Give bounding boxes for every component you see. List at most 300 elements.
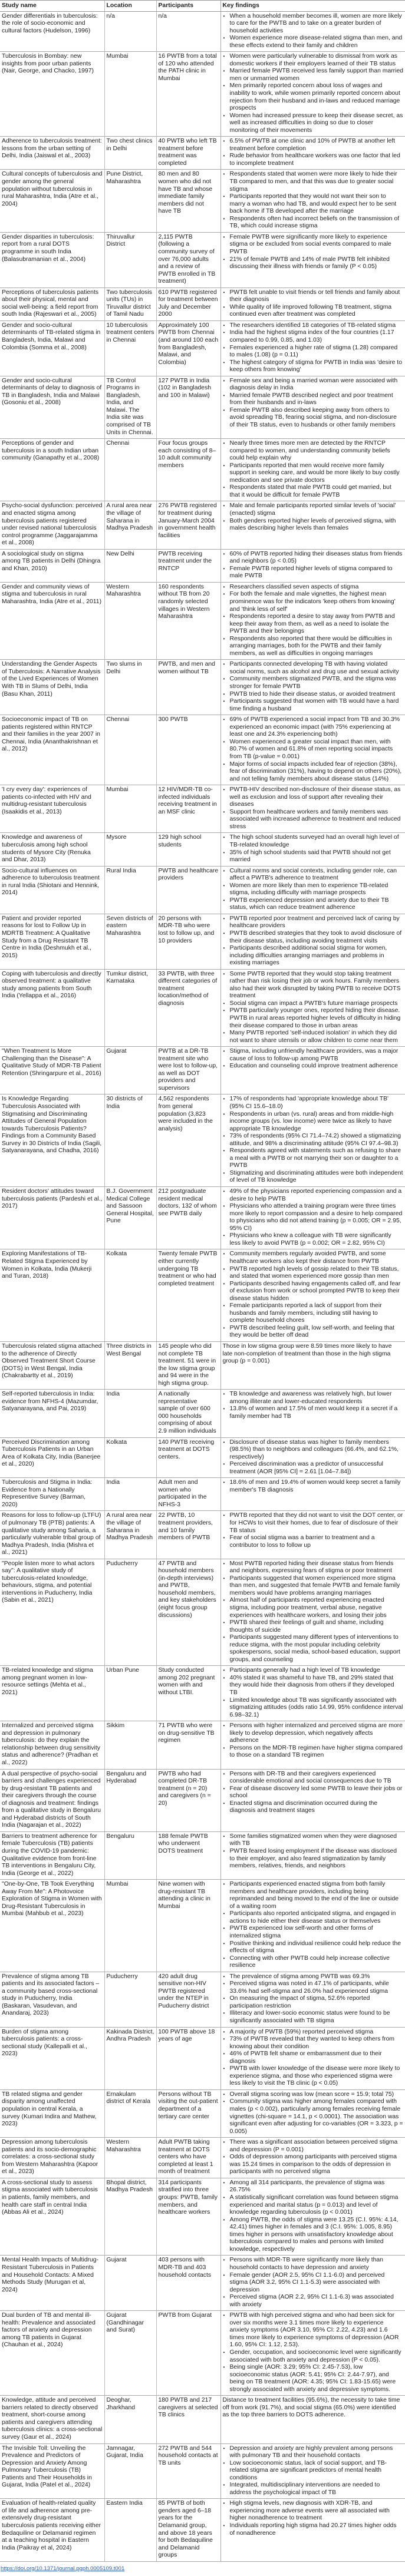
findings-list <box>223 915 404 967</box>
findings-list <box>223 661 404 713</box>
finding-item: • Almost half of participants reported experiencing enacted stigma, including poor treatment, verbal abuse, negative experiences with healthcare workers, and losing their jobs <box>223 1597 404 1619</box>
table-row <box>0 1187 405 1249</box>
header-study-name: Study name <box>0 1 104 12</box>
key-findings-cell <box>220 914 405 969</box>
study-name-cell: Understanding the Gender Aspects of Tuberculosis: A Narrative Analysis of the Lived Experiences of Women With TB in Slums of Delhi, India (Basu Khan, 2011) <box>0 660 104 715</box>
table-row <box>0 501 405 549</box>
key-findings-cell <box>220 137 405 170</box>
study-name-cell: TB related stigma and gender disparity among unaffected population in central Kerala, a survey (Kumari Indira and Mathew, 2023) <box>0 2089 104 2137</box>
location-cell: Kolkata <box>104 1249 156 1342</box>
study-name-cell: Coping with tuberculosis and directly observed treatment: a qualitative study among patients from South India (Yellappa et al., 2016) <box>0 969 104 1046</box>
finding-item: • Community members stigmatized PWTB, and the stigma was stronger for female PWTB <box>223 676 404 690</box>
participants-cell: 272 PWTB and 544 household contacts at TB units <box>156 2443 220 2499</box>
findings-list <box>223 1667 404 1719</box>
finding-item: • Rude behavior from healthcare workers was one factor that led to incomplete treatment <box>223 153 404 167</box>
finding-item: • 35% of high school students said that PWTB should not get married <box>223 849 404 864</box>
key-findings-cell <box>220 1047 405 1094</box>
finding-item: • Limited knowledge about TB was significantly associated with stigmatizing attitudes (odds ratio 14.99, 95% confidence interval 6.98–32.1) <box>223 1697 404 1719</box>
finding-item: • Stigma, including unfriendly healthcare providers, was a major cause of loss to follow-up among PWTB <box>223 1048 404 1063</box>
study-name-cell: Gender differentials in tuberculosis: the role of socio-economic and cultural factors (Hudelson, 1996) <box>0 11 104 52</box>
findings-list <box>223 234 404 271</box>
finding-item: • Persons on the MDR-TB regimen have higher stigma compared to those on a standard TB regimen <box>223 1745 404 1760</box>
table-row <box>0 833 405 866</box>
findings-list <box>223 2091 404 2135</box>
study-name-cell: Perceptions of gender and tuberculosis in a south Indian urban community (Ganapathy et al., 2008) <box>0 439 104 501</box>
participants-cell: 80 men and 80 women who did not have TB and whose immediate family members did not have TB <box>156 170 220 232</box>
study-name-cell: Knowledge and awareness of tuberculosis among high school students of Mysore City (Renuka and Dhar, 2013) <box>0 833 104 866</box>
finding-item: • Most PWTB reported hiding their disease status from friends and neighbors, expressing fears of stigma or poor treatment <box>223 1560 404 1575</box>
participants-cell: 127 PWTB in India (102 in Bangladesh and 100 in Malawi) <box>156 376 220 438</box>
findings-list <box>223 1188 404 1247</box>
finding-item: • 69% of PWTB experienced a social impact from TB and 30.3% experienced an economic impact (with 75% experiencing at least one and 24.3% experiencing both) <box>223 716 404 739</box>
study-name-cell: Burden of stigma among tuberculosis patients: a cross-sectional study (Kallepalli et al., 2023) <box>0 2027 104 2089</box>
key-findings-cell <box>220 660 405 715</box>
finding-item: • Married female PWTB received less family support than married men or unmarried women <box>223 68 404 82</box>
findings-list <box>223 1973 404 2025</box>
location-cell: Rural India <box>104 866 156 914</box>
study-name-cell: A sociological study on stigma among TB patients in Delhi (Dhingra and Khan, 2010) <box>0 549 104 582</box>
key-findings-cell <box>220 11 405 52</box>
key-findings-cell <box>220 2089 405 2137</box>
finding-item: • While quality of life improved following TB treatment, stigma continued even after treatment was completed <box>223 304 404 319</box>
table-row <box>0 2443 405 2499</box>
participants-cell: Twenty female PWTB either currently undergoing TB treatment or who had completed treatment <box>156 1249 220 1342</box>
finding-item: • Many PWTB reported 'self-induced isolation' in which they did not want to share utensils or allow children to come near them <box>223 1030 404 1044</box>
table-row <box>0 2499 405 2561</box>
finding-item: • PWTB felt unable to visit friends or tell friends and family about their diagnosis <box>223 289 404 304</box>
key-findings-cell <box>220 1972 405 2027</box>
table-header-row <box>0 1 405 12</box>
key-findings-cell <box>220 1831 405 1879</box>
table-row <box>0 969 405 1046</box>
participants-cell: Persons without TB visiting the out-patient department of a tertiary care center <box>156 2089 220 2137</box>
study-name-cell: A cross-sectional study to assess stigma associated with tuberculosis in patients, family members, and health care staff in central India (Abbas Ali et al., 2024) <box>0 2178 104 2255</box>
finding-item: • Some PWTB reported that they would stop taking treatment rather than risk losing their job or work hours. Family members also had their work disrupted by taking PWTB to receive DOTS treatment <box>223 971 404 1000</box>
key-findings-cell <box>220 52 405 137</box>
location-cell: Tumkur district, Karnataka <box>104 969 156 1046</box>
key-findings-cell <box>220 969 405 1046</box>
finding-item: • Perceived stigma (AOR 2.2, 95% CI 1.1-6.3) was associated with anxiety <box>223 2294 404 2309</box>
finding-item: • Participants suggested that women experienced more stigma than men, and suggested that female PWTB and female family members would have problems arranging marriages <box>223 1575 404 1598</box>
finding-item: • The prevalence of stigma among PWTB was 69.3% <box>223 1973 404 1981</box>
location-cell: B.J. Government Medical College and Sassoon General Hospital, Pune <box>104 1187 156 1249</box>
participants-cell: 85 PWTB of both genders aged 6–18 years for the Delamanid group, and above 18 years for both Bedaquiline and Delamanid groups <box>156 2499 220 2561</box>
findings-list <box>223 2500 404 2537</box>
location-cell: Bhopal district, Madhya Pradesh <box>104 2178 156 2255</box>
key-findings-cell <box>220 1094 405 1187</box>
location-cell: Urban Pune <box>104 1666 156 1721</box>
location-cell: Mumbai <box>104 52 156 137</box>
finding-item: • Females experienced a higher rate of stigma (1.28) compared to males (1.08) (p = 0.11) <box>223 345 404 359</box>
finding-item: • Overall stigma scoring was low (mean score = 15.9; total 75) <box>223 2091 404 2099</box>
findings-list <box>223 1048 404 1070</box>
finding-item: • PWTB reported poor treatment and perceived lack of caring by healthcare providers <box>223 915 404 930</box>
participants-cell: 276 PWTB registered for treatment during January-March 2004 in government health facilities <box>156 501 220 549</box>
key-findings-cell <box>220 715 405 785</box>
key-findings-cell <box>220 1880 405 1972</box>
participants-cell: PWTB from Gujarat <box>156 2311 220 2396</box>
finding-item: • PWTB particularly younger ones, reported hiding their disease. PWTB in rural areas reported higher levels of difficulty in hiding their disease compared to those in urban areas <box>223 1007 404 1030</box>
table-row <box>0 439 405 501</box>
finding-item: • Participants experienced enacted stigma from both family members and healthcare providers, including being reprimanded and being moved to the end of the line or outside of a waiting room <box>223 1881 404 1910</box>
findings-list <box>223 1833 404 1870</box>
finding-item: • Married female PWTB described neglect and poor treatment from their husbands and in-laws <box>223 392 404 407</box>
findings-list <box>223 13 404 50</box>
key-findings-cell <box>220 833 405 866</box>
findings-list <box>223 2312 404 2393</box>
participants-cell: A nationally representative sample of over 600 000 households comprising of about 2.9 million individuals <box>156 1390 220 1437</box>
findings-list <box>223 171 404 230</box>
finding-item: • Respondents often had incorrect beliefs on the transmission of TB, which could increase stigma <box>223 216 404 230</box>
participants-cell: 420 adult drug sensitive non-HIV PWTB registered under the NTEP in Puducherry district <box>156 1972 220 2027</box>
finding-item: • Participants described additional social stigma for women, including difficulties arranging marriages and problems in existing marriages <box>223 945 404 967</box>
finding-item: • Female gender (AOR 2.5, 95% CI 1.1-6.0) and perceived stigma (AOR 3.2, 95% CI 1.1-5.3) were associated with depression <box>223 2272 404 2294</box>
study-name-cell: Psycho-social dysfunction: perceived and enacted stigma among tuberculosis patients registered under revised national tuberculosis control programme (Jaggarajamma et al., 2008) <box>0 501 104 549</box>
location-cell: Pune District, Maharashtra <box>104 170 156 232</box>
participants-cell: Adult PWTB taking treatment at DOTS centers who have completed at least 1 month of treatment <box>156 2138 220 2178</box>
finding-item: • A statistically significant correlation was found between stigma experienced and marital status (p = 0.013) and level of knowledge regarding tuberculosis (p < 0.001) <box>223 2194 404 2217</box>
finding-item: • Cultural norms and social contexts, including gender role, can affect a PWTB's adherence to treatment <box>223 868 404 882</box>
finding-item: • Disclosure of disease status was higher to family members (98.5%) than to neighbors and colleagues (66.4%, and 62.1%, respectively) <box>223 1439 404 1461</box>
finding-item: • Among PWTB, the odds of stigma were 13.25 (C.I. 95%: 4.14, 42.41) times higher in females and 3 (C.I. 95%: 1.005, 8.95) times higher in persons with unsatisfactory knowledge about tuberculosis compared to males and persons with limited knowledge, respectively <box>223 2217 404 2254</box>
table-row <box>0 137 405 170</box>
finding-item: • Low socioeconomic status, lack of social support, and TB-related stigma are significant predictors of mental health conditions <box>223 2460 404 2482</box>
finding-item: • Female participants reported a lack of support from their husbands and family members, including still having to complete household chores <box>223 1302 404 1325</box>
study-name-cell: The Invisible Toll: Unveiling the Prevalence and Predictors of Depression and Anxiety Among Pulmonary Tuberculosis (TB) Patients and Their Households in Gujarat, India (Patel et al., 2024) <box>0 2443 104 2499</box>
finding-item: • Women were particularly vulnerable to dismissal from work as domestic workers if their employers learned of their TB status <box>223 53 404 68</box>
findings-list <box>223 2397 404 2419</box>
location-cell: Mumbai <box>104 1880 156 1972</box>
finding-item: • 73% of respondents (95% CI 71.4–74.2) showed a stigmatizing attitude, and 98% a discriminating attitude (95% CI 97.4–98.3) <box>223 1133 404 1148</box>
study-name-cell: Gender disparities in tuberculosis: report from a rural DOTS programme in south India (Balasubramanian et al., 2004) <box>0 232 104 287</box>
finding-item: • Persons with DR-TB and their caregivers experienced considerable emotional and social consequences due to TB <box>223 1771 404 1785</box>
study-name-cell: Perceived Discrimination among Tuberculosis Patients in an Urban Area of Kolkata City, India (Banerjee et al., 2020) <box>0 1437 104 1478</box>
finding-item: • Positive thinking and individual resilience could help reduce the effects of stigma <box>223 1940 404 1955</box>
header-participants: Participants <box>156 1 220 12</box>
finding-item: • Respondents stated that women were more likely to hide their TB compared to men, and that this was due to greater social stigma <box>223 171 404 193</box>
key-findings-cell <box>220 582 405 659</box>
key-findings-cell <box>220 2311 405 2396</box>
location-cell: Gujarat (Gandhinagar and Surat) <box>104 2311 156 2396</box>
finding-item: • Odds of depression among participants with perceived stigma was 15.24 times in comparison to the odds of depression in participants with no perceived stigma <box>223 2154 404 2176</box>
table-row <box>0 1769 405 1831</box>
table-row <box>0 1094 405 1187</box>
finding-item: • PWTB with lower knowledge of the disease were more likely to experience stigma, and those who experienced stigma were less likely to visit the TB clinic (p < 0.05) <box>223 2065 404 2088</box>
finding-item: • Fear of disease discovery led some PWTB to leave their jobs or school <box>223 1785 404 1800</box>
key-findings-cell <box>220 320 405 376</box>
study-name-cell: Adherence to tuberculosis treatment: lessons from the urban setting of Delhi, India (Jaiswal et al., 2003) <box>0 137 104 170</box>
key-findings-cell <box>220 2138 405 2178</box>
location-cell: Two chest clinics in Delhi <box>104 137 156 170</box>
finding-item: • PWTB reported that they did not want to visit the DOT center, or for HCWs to visit their homes, due to fear of disclosure of their TB status <box>223 1512 404 1535</box>
key-findings-cell <box>220 1559 405 1666</box>
key-findings-cell <box>220 1511 405 1559</box>
participants-cell: 40 PWTB who left TB treatment before treatment was completed <box>156 137 220 170</box>
findings-list <box>223 2257 404 2309</box>
study-name-cell: Tuberculosis in Bombay: new insights from poor urban patients (Nair, George, and Chacko, 1997) <box>0 52 104 137</box>
key-findings-cell <box>220 232 405 287</box>
table-row <box>0 1390 405 1437</box>
participants-cell: 140 PWTB receiving treatment at DOTS centers. <box>156 1437 220 1478</box>
table-row <box>0 52 405 137</box>
table-row <box>0 2396 405 2443</box>
findings-list <box>223 1343 404 1365</box>
table-row <box>0 320 405 376</box>
table-row <box>0 1047 405 1094</box>
study-name-cell: Self-reported tuberculosis in India: evidence from NFHS-4 (Mazumdar, Satyanarayana, and Pai, 2019) <box>0 1390 104 1437</box>
table-row <box>0 1341 405 1389</box>
finding-item: • Social stigma can impact a PWTB's future marriage prospects <box>223 1000 404 1008</box>
study-name-cell: Socio-cultural influences on adherence to tuberculosis treatment in rural India (Shiotani and Hennink, 2014) <box>0 866 104 914</box>
finding-item: • PWTB described feeling guilt, low self-worth, and feeling that they would be better off dead <box>223 1325 404 1340</box>
participants-cell: PWTB at a DR-TB treatment site who were lost to follow-up, as well as DOT providers and supervisors <box>156 1047 220 1094</box>
location-cell: Bengaluru <box>104 1831 156 1879</box>
finding-item: • PWTB-HIV described non-disclosure of their disease status, as well as exclusion and loss of support after revealing their diseases <box>223 786 404 809</box>
finding-item: • Education and counseling could improve treatment adherence <box>223 1063 404 1070</box>
participants-cell: 300 PWTB <box>156 715 220 785</box>
location-cell: Bengaluru and Hyderabad <box>104 1769 156 1831</box>
finding-item: • Being single (AOR: 3.29; 95% CI: 2.45-7.53), low socioeconomic status (AOR: 5.41; 95% CI: 2.44-7.97), and being on TB treatment (AOR: 4.35; 95% CI: 1.83-15.65) were strongly associated with anxiety and depressive symptoms. <box>223 2364 404 2393</box>
participants-cell: Study conducted among 202 pregnant women with and without LTBI. <box>156 1666 220 1721</box>
study-name-cell: Exploring Manifestations of TB-Related Stigma Experienced by Women in Kolkata, India (Mukerji and Turan, 2018) <box>0 1249 104 1342</box>
participants-cell: Adult men and women who participated in the NFHS-3 <box>156 1478 220 1511</box>
finding-item: • Illiteracy and lower-socio economic status were found to be significantly associated with TB stigma <box>223 2010 404 2025</box>
finding-item: • Men primarily reported concern about loss of wages and inability to work, while women primarily reported concern about rejection from their husband and in-laws and reduced marriage prospects <box>223 82 404 112</box>
finding-item: • Participants reported that they would not want their son to marry a woman who had TB, and would expect her to be sent back home if TB developed after the marriage <box>223 193 404 216</box>
findings-list <box>223 786 404 831</box>
finding-item: • Persons with MDR-TB were significantly more likely than household contacts to have depression and anxiety <box>223 2257 404 2271</box>
findings-list <box>223 971 404 1044</box>
participants-cell: 2,115 PWTB (following a community survey of over 76,000 adults and a review of PWTB enrolled in TB treatment) <box>156 232 220 287</box>
study-name-cell: Internalized and perceived stigma and depression in pulmonary tuberculosis: do they explain the relationship between drug sensitivity status and adherence? (Pradhan et al., 2022) <box>0 1721 104 1769</box>
participants-cell: 188 female PWTB who underwent DOTS treatment <box>156 1831 220 1879</box>
findings-list <box>223 1881 404 1970</box>
findings-list <box>223 584 404 657</box>
finding-item: • PWTB experienced depression and anxiety due to their TB status, which can reduce treatment adherence <box>223 897 404 912</box>
table-row <box>0 660 405 715</box>
study-name-cell: Perceptions of tuberculosis patients about their physical, mental and social well-being: a field report from south India (Rajeswari et al., 2005) <box>0 287 104 320</box>
finding-item: • When a household member becomes ill, women are more likely to care for the PWTB and to take on a greater burden of household activities <box>223 13 404 35</box>
table-row <box>0 582 405 659</box>
finding-item: • Female sex and being a married woman were associated with diagnosis delay in India <box>223 378 404 392</box>
location-cell: Ernakulam district of Kerala <box>104 2089 156 2137</box>
key-findings-cell <box>220 785 405 833</box>
finding-item: • Researchers classified seven aspects of stigma <box>223 584 404 591</box>
table-row <box>0 1511 405 1559</box>
location-cell: Chennai <box>104 715 156 785</box>
table-row <box>0 287 405 320</box>
participants-cell: 129 high school students <box>156 833 220 866</box>
table-row <box>0 1559 405 1666</box>
finding-item: • 21% of female PWTB and 14% of male PWTB felt inhibited discussing their illness with friends or family (P < 0.05) <box>223 256 404 271</box>
location-cell: Puducherry <box>104 1972 156 2027</box>
finding-item: • 73% of PWTB revealed that they wanted to keep others from knowing about their condition <box>223 2036 404 2051</box>
finding-item: • Support from healthcare workers and family members was associated with increased adherence to treatment and reduced stress <box>223 809 404 831</box>
location-cell: Kakinada District, Andhra Pradesh <box>104 2027 156 2089</box>
finding-item: • Male and female participants reported similar levels of 'social' (enacted) stigma <box>223 502 404 517</box>
finding-item: • Women had increased pressure to keep their disease secret, as well as increased difficulties in doing so due to closer monitoring of their movements <box>223 113 404 135</box>
table-row <box>0 1478 405 1511</box>
study-name-cell: Resident doctors' attitudes toward tuberculosis patients (Pardeshi et al., 2017) <box>0 1187 104 1249</box>
finding-item: • Gender, occupation, and socioeconomic level were significantly associated with both anxiety and depression (P < 0.05). <box>223 2349 404 2364</box>
key-findings-cell <box>220 1437 405 1478</box>
table-row <box>0 376 405 438</box>
table-row <box>0 715 405 785</box>
participants-cell: PWTB who had completed DR-TB treatment (n = 20) and caregivers (n = 20) <box>156 1769 220 1831</box>
findings-list <box>223 1560 404 1664</box>
location-cell: Puducherry <box>104 1559 156 1666</box>
finding-item: • Depression and anxiety are highly prevalent among persons with pulmonary TB and their household contacts <box>223 2445 404 2460</box>
finding-item: • The high school students surveyed had an overall high level of TB-related knowledge <box>223 834 404 849</box>
table-row <box>0 2178 405 2255</box>
table-row <box>0 2256 405 2311</box>
finding-item: • Participants described having engagements called off, and fear of exclusion from work or school prompted PWTB to keep their disease status hidden <box>223 1281 404 1303</box>
study-name-cell: Tuberculosis and Stigma in India: Evidence from a Nationally Representive Survey (Barman, 2020) <box>0 1478 104 1511</box>
finding-item: • The highest category of stigma for PWTB in India was 'desire to keep others from knowing' <box>223 359 404 374</box>
participants-cell: 16 PWTB from a total of 120 who attended the PATH clinic in Mumbai <box>156 52 220 137</box>
finding-item: • Enacted stigma and discrimination occurred during the diagnosis and treatment stages <box>223 1800 404 1815</box>
participants-cell: 610 PWTB registered for treatment between July and December 2000 <box>156 287 220 320</box>
finding-item: • TB knowledge and awareness was relatively high, but lower among illiterate and lower-educated respondents <box>223 1391 404 1406</box>
finding-item: • 17% of respondents had 'appropriate knowledge about TB' (95% CI 15.6–18.0) <box>223 1096 404 1110</box>
study-name-cell: "One-by-One, TB Took Everything Away From Me": A Photovoice Exploration of Stigma in Women with Drug-Resistant Tuberculosis in Mumbai (Mahbub et al., 2023) <box>0 1880 104 1972</box>
finding-item: • Respondents reported a desire to stay away from PWTB and keep their away from them, as well as a need to isolate the PWTB and their belongings <box>223 613 404 636</box>
location-cell: Jamnagar, Gujarat, India <box>104 2443 156 2499</box>
finding-item: • Physicians who knew a colleague with TB were significantly less likely to avoid PWTB (p = 0.002; OR = 2.82, 95% CI) <box>223 1232 404 1247</box>
finding-item: • There was a significant association between perceived stigma and depression (P = 0.001) <box>223 2139 404 2154</box>
finding-item: • 40% stated it was shameful to have TB, and 29% stated that they would hide their diagnosis from others if they developed TB <box>223 1675 404 1697</box>
location-cell: Mysore <box>104 833 156 866</box>
location-cell: Two slums in Delhi <box>104 660 156 715</box>
key-findings-cell <box>220 2443 405 2499</box>
finding-item: • PWTB described strategies that they took to avoid disclosure of their disease status, including avoiding treatment visits <box>223 930 404 945</box>
participants-cell: PWTB, and men and women without TB <box>156 660 220 715</box>
participants-cell: 22 PWTB, 10 treatment providers, and 10 family members of PWTB <box>156 1511 220 1559</box>
location-cell: A rural area near the village of Saharana in Madhya Pradesh <box>104 1511 156 1559</box>
key-findings-cell <box>220 1249 405 1342</box>
participants-cell: 4,562 respondents from general population (3,823 were included in the analysis) <box>156 1094 220 1187</box>
location-cell: Western Maharashtra <box>104 582 156 659</box>
location-cell: Thiruvallur District <box>104 232 156 287</box>
table-row <box>0 232 405 287</box>
participants-cell: 47 PWTB and household members (in-depth interviews) and PWTB, household members, and key stakeholders (eight focus group discussions) <box>156 1559 220 1666</box>
key-findings-cell <box>220 1721 405 1769</box>
findings-list <box>223 1096 404 1185</box>
finding-item: • Individuals reporting high stigma had 20.27 times higher odds of nonadherence <box>223 2522 404 2537</box>
participants-cell: 403 persons with MDR-TB and 403 household contacts <box>156 2256 220 2311</box>
location-cell: Eastern India <box>104 2499 156 2561</box>
study-name-cell: Patient and provider reported reasons for lost to Follow Up in MDRTB Treatment: A Qualitative Study from a Drug Resistant TB Centre in India (Deshmukh et al., 2015) <box>0 914 104 969</box>
table-row <box>0 2027 405 2089</box>
study-name-cell: Knowledge, attitude and perceived barriers related to directly observed treatment, short-course among patients and caregivers attending tuberculosis clinics: a cross-sectional survey (Gaur et al., 2024) <box>0 2396 104 2443</box>
participants-cell: 20 persons with MDR-TB who were lost to follow up, and 10 providers <box>156 914 220 969</box>
finding-item: • 18.6% of men and 19.4% of women would keep secret a family member's TB diagnosis <box>223 1479 404 1494</box>
study-name-cell: Tuberculosis related stigma attached to the adherence of Directly Observed Treatment Short Course (DOTS) in West Bengal, India (Chakrabartty et al., 2019) <box>0 1341 104 1389</box>
table-row <box>0 1880 405 1972</box>
participants-cell: Approximately 100 PWTB from Chennai (and around 100 each from Bangladesh, Malawi, and Colombia) <box>156 320 220 376</box>
key-findings-cell <box>220 170 405 232</box>
finding-item: • Community stigma was higher among females compared with males (p < 0.002), particularly among females receiving female vignettes (chi-square = 14.1, p < 0.0001). The association was significant even after adjusting for co-variables (OR = 3.323, p = 0.005) <box>223 2098 404 2135</box>
finding-item: • Physicians who attended a training program were three times more likely to report compassion and a desire to help compared to physicians who did not attend training (p = 0.005; OR = 2.95, 95% CI) <box>223 1203 404 1232</box>
finding-item: • Fear of social stigma was a barrier to treatment and a contributor to loss to follow up <box>223 1535 404 1549</box>
finding-item: • 6.5% of PWTB at one clinic and 10% of PWTB at another left treatment before completion <box>223 138 404 153</box>
findings-list <box>223 2445 404 2497</box>
findings-list <box>223 289 404 319</box>
doi-link[interactable]: https://doi.org/10.1371/journal.pgph.0005109.t001 <box>1 2565 125 2572</box>
study-name-cell: Reasons for loss to follow-up (LTFU) of pulmonary TB (PTB) patients: A qualitative study among Saharia, a particularly vulnerable tribal group of Madhya Pradesh, India (Mishra et al., 2021) <box>0 1511 104 1559</box>
table-row <box>0 2138 405 2178</box>
location-cell: New Delhi <box>104 549 156 582</box>
table-row <box>0 11 405 52</box>
location-cell: Kolkata <box>104 1437 156 1478</box>
finding-item: • 49% of the physicians reported experiencing compassion and a desire to help PWTB <box>223 1188 404 1203</box>
location-cell: Two tuberculosis units (TUs) in Tiruvallur district of Tamil Nadu <box>104 287 156 320</box>
table-row <box>0 1437 405 1478</box>
participants-cell: 33 PWTB, with three different categories of treatment location/method of diagnosis <box>156 969 220 1046</box>
key-findings-cell <box>220 2178 405 2255</box>
location-cell: Deoghar, Jharkhand <box>104 2396 156 2443</box>
header-location: Location <box>104 1 156 12</box>
location-cell: India <box>104 1390 156 1437</box>
finding-item: • Connecting with other PWTB could help increase collective resilience <box>223 1955 404 1970</box>
finding-item: • A majority of PWTB (59%) reported perceived stigma <box>223 2029 404 2036</box>
participants-cell: PWTB receiving treatment under the RNTCP <box>156 549 220 582</box>
finding-item: • Among all 314 participants, the prevalence of stigma was 26.75% <box>223 2180 404 2194</box>
findings-list <box>223 2029 404 2088</box>
key-findings-cell <box>220 287 405 320</box>
participants-cell: 100 PWTB above 18 years of age <box>156 2027 220 2089</box>
finding-item: • Persons with higher internalized and perceived stigma are more likely to develop depression, which negatively affects adherence <box>223 1722 404 1745</box>
finding-item: • Respondents in urban (vs. rural) areas and from middle-high income groups (vs. low income) were twice as likely to have appropriate TB knowledge <box>223 1111 404 1133</box>
findings-list <box>223 1722 404 1760</box>
finding-item: • High stigma levels, new diagnosis with XDR-TB, and experiencing more adverse events were all associated with higher nonadherence to treatment <box>223 2500 404 2522</box>
location-cell: Sikkim <box>104 1721 156 1769</box>
finding-item: • 60% of PWTB reported hiding their diseases status from friends and neighbors (p < 0.05) <box>223 551 404 566</box>
finding-item: Distance to treatment facilities (95.6%), the necessity to take time off from work (91.7%), and social stigma (65.0%) were identified as the top three barriers to DOTS adherence. <box>222 2397 400 2419</box>
location-cell: A rural area near the village of Saharana in Madhya Pradesh <box>104 501 156 549</box>
finding-item: Those in low stigma group were 8.59 times more likely to have late non-completion of treatment than those in the high stigma group (p = 0.001) <box>222 1342 392 1365</box>
participants-cell: 212 postgraduate resident medical doctors, 132 of whom see PWTB daily <box>156 1187 220 1249</box>
study-name-cell: Socioeconomic impact of TB on patients registered within RNTCP and their families in the year 2007 in Chennai, India (Ananthakrishnan et al., 2012) <box>0 715 104 785</box>
finding-item: • On measuring the impact of stigma, 52.6% reported participation restriction <box>223 1995 404 2010</box>
finding-item: • Perceived discrimination was a predictor of unsuccessful treatment (AOR [95% CI] = 2.61 [1.04–7.84]) <box>223 1461 404 1476</box>
findings-list <box>223 1251 404 1340</box>
finding-item: • Participants suggested many different types of interventions to reduce stigma, with the most popular including celebrity spokespersons, social media, school-based education, support groups, and counseling <box>223 1634 404 1664</box>
participants-cell: 12 HIV/MDR-TB co-infected individuals receiving treatment in an MSF clinic <box>156 785 220 833</box>
location-cell: India <box>104 1478 156 1511</box>
findings-list <box>223 138 404 167</box>
study-name-cell: Gender and community views of stigma and tuberculosis in rural Maharashtra, India (Atre et al., 2011) <box>0 582 104 659</box>
findings-list <box>223 1479 404 1494</box>
participants-cell: n/a <box>156 11 220 52</box>
finding-item: • Some families stigmatized women when they were diagnosed with TB <box>223 1833 404 1848</box>
finding-item: • Respondents agreed with statements such as refusing to share a meal with a PWTB or not marrying their son or daughter to a PWTB <box>223 1148 404 1170</box>
study-name-cell: Is Knowledge Regarding Tuberculosis Associated with Stigmatising and Discriminating Attitudes of General Population towards Tuberculosis Patients? Findings from a Community Based Survey in 30 Districts of India (Sagili, Satyanarayana, and Chadha, 2016) <box>0 1094 104 1187</box>
location-cell: n/a <box>104 11 156 52</box>
finding-item: • Nearly three times more men are detected by the RNTCP compared to women, and understanding community beliefs could help explain why <box>223 440 404 462</box>
finding-item: • Women are more likely than men to experience TB-related stigma, including difficulty with marriage prospects <box>223 882 404 897</box>
finding-item: • Women experience more disease-related stigma than men, and these effects extend to their family and children <box>223 35 404 49</box>
finding-item: • Both genders reported higher levels of perceived stigma, with males describing higher levels than females <box>223 518 404 533</box>
location-cell: 30 districts of India <box>104 1094 156 1187</box>
table-row <box>0 1972 405 2027</box>
location-cell: Seven districts of eastern Maharashtra <box>104 914 156 969</box>
key-findings-cell <box>220 866 405 914</box>
finding-item: • India had the highest stigma index of the four countries (1.17 compared to 0.99, 0.85, and 1.03) <box>223 329 404 344</box>
finding-item: • 46% of PWTB felt shame or embarrassment due to their diagnosis <box>223 2051 404 2065</box>
table-row <box>0 785 405 833</box>
participants-cell: Four focus groups each consisting of 8–10 adult community members <box>156 439 220 501</box>
